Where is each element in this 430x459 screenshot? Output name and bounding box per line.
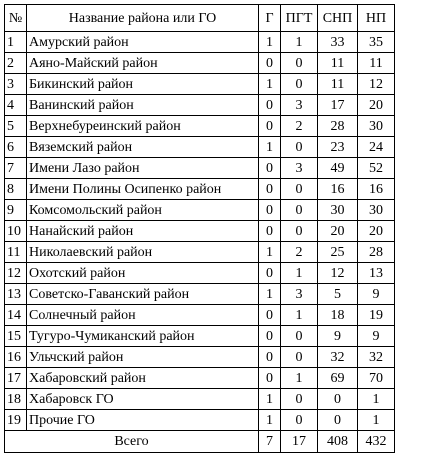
cell-district-name: Ульчский район xyxy=(27,347,259,368)
cell-number: 17 xyxy=(5,368,27,389)
cell-snp: 30 xyxy=(318,200,358,221)
header-row xyxy=(5,5,395,32)
total-pgt: 17 xyxy=(281,431,318,453)
cell-g: 0 xyxy=(259,347,281,368)
cell-np: 30 xyxy=(358,116,395,137)
cell-district-name: Нанайский район xyxy=(27,221,259,242)
header-name: Название района или ГО xyxy=(27,5,259,32)
total-snp: 408 xyxy=(318,431,358,453)
cell-number: 6 xyxy=(5,137,27,158)
cell-number: 16 xyxy=(5,347,27,368)
cell-number: 8 xyxy=(5,179,27,200)
cell-snp: 11 xyxy=(318,74,358,95)
cell-number: 10 xyxy=(5,221,27,242)
cell-snp: 18 xyxy=(318,305,358,326)
cell-g: 1 xyxy=(259,389,281,410)
cell-number: 5 xyxy=(5,116,27,137)
cell-snp: 16 xyxy=(318,179,358,200)
header-snp: СНП xyxy=(318,5,358,32)
districts-table xyxy=(4,4,395,453)
cell-g: 0 xyxy=(259,368,281,389)
cell-g: 0 xyxy=(259,116,281,137)
cell-g: 0 xyxy=(259,200,281,221)
cell-g: 1 xyxy=(259,284,281,305)
cell-pgt: 0 xyxy=(281,410,318,431)
cell-snp: 0 xyxy=(318,389,358,410)
cell-snp: 5 xyxy=(318,284,358,305)
cell-district-name: Имени Лазо район xyxy=(27,158,259,179)
cell-g: 0 xyxy=(259,179,281,200)
cell-snp: 17 xyxy=(318,95,358,116)
cell-pgt: 0 xyxy=(281,179,318,200)
cell-pgt: 2 xyxy=(281,242,318,263)
cell-np: 70 xyxy=(358,368,395,389)
cell-pgt: 0 xyxy=(281,389,318,410)
header-number: № xyxy=(5,5,27,32)
cell-g: 1 xyxy=(259,32,281,53)
cell-snp: 32 xyxy=(318,347,358,368)
cell-np: 32 xyxy=(358,347,395,368)
cell-np: 20 xyxy=(358,95,395,116)
cell-pgt: 1 xyxy=(281,305,318,326)
cell-g: 0 xyxy=(259,158,281,179)
table-row xyxy=(5,74,395,95)
table-row xyxy=(5,221,395,242)
table-row xyxy=(5,158,395,179)
cell-number: 4 xyxy=(5,95,27,116)
cell-pgt: 0 xyxy=(281,347,318,368)
cell-np: 52 xyxy=(358,158,395,179)
table-row xyxy=(5,305,395,326)
table-row xyxy=(5,326,395,347)
cell-pgt: 0 xyxy=(281,74,318,95)
cell-snp: 12 xyxy=(318,263,358,284)
cell-district-name: Амурский район xyxy=(27,32,259,53)
table-row xyxy=(5,347,395,368)
cell-pgt: 3 xyxy=(281,158,318,179)
cell-pgt: 0 xyxy=(281,137,318,158)
cell-number: 14 xyxy=(5,305,27,326)
cell-np: 1 xyxy=(358,389,395,410)
cell-g: 0 xyxy=(259,305,281,326)
header-np: НП xyxy=(358,5,395,32)
cell-np: 12 xyxy=(358,74,395,95)
cell-np: 13 xyxy=(358,263,395,284)
cell-district-name: Прочие ГО xyxy=(27,410,259,431)
cell-snp: 23 xyxy=(318,137,358,158)
cell-number: 15 xyxy=(5,326,27,347)
cell-snp: 9 xyxy=(318,326,358,347)
total-row xyxy=(5,431,395,453)
table-row xyxy=(5,53,395,74)
cell-pgt: 3 xyxy=(281,95,318,116)
cell-g: 0 xyxy=(259,95,281,116)
cell-number: 11 xyxy=(5,242,27,263)
table-row xyxy=(5,368,395,389)
cell-pgt: 0 xyxy=(281,53,318,74)
table-row xyxy=(5,32,395,53)
header-g: Г xyxy=(259,5,281,32)
cell-district-name: Советско-Гаванский район xyxy=(27,284,259,305)
cell-g: 1 xyxy=(259,242,281,263)
table-row xyxy=(5,389,395,410)
cell-g: 1 xyxy=(259,137,281,158)
cell-np: 9 xyxy=(358,284,395,305)
cell-snp: 69 xyxy=(318,368,358,389)
total-g: 7 xyxy=(259,431,281,453)
cell-g: 0 xyxy=(259,53,281,74)
table-row xyxy=(5,95,395,116)
cell-district-name: Николаевский район xyxy=(27,242,259,263)
total-np: 432 xyxy=(358,431,395,453)
cell-snp: 11 xyxy=(318,53,358,74)
cell-snp: 25 xyxy=(318,242,358,263)
cell-number: 1 xyxy=(5,32,27,53)
cell-np: 24 xyxy=(358,137,395,158)
cell-pgt: 1 xyxy=(281,32,318,53)
header-pgt: ПГТ xyxy=(281,5,318,32)
cell-pgt: 1 xyxy=(281,263,318,284)
cell-np: 19 xyxy=(358,305,395,326)
cell-g: 0 xyxy=(259,221,281,242)
table-row xyxy=(5,410,395,431)
cell-district-name: Имени Полины Осипенко район xyxy=(27,179,259,200)
cell-number: 7 xyxy=(5,158,27,179)
table-row xyxy=(5,263,395,284)
cell-district-name: Аяно-Майский район xyxy=(27,53,259,74)
cell-district-name: Хабаровск ГО xyxy=(27,389,259,410)
cell-np: 35 xyxy=(358,32,395,53)
table-row xyxy=(5,179,395,200)
cell-g: 1 xyxy=(259,410,281,431)
cell-number: 2 xyxy=(5,53,27,74)
cell-district-name: Вяземский район xyxy=(27,137,259,158)
table-row xyxy=(5,116,395,137)
cell-pgt: 3 xyxy=(281,284,318,305)
cell-snp: 28 xyxy=(318,116,358,137)
table-body xyxy=(5,32,395,431)
cell-district-name: Верхнебуреинский район xyxy=(27,116,259,137)
cell-district-name: Тугуро-Чумиканский район xyxy=(27,326,259,347)
cell-snp: 49 xyxy=(318,158,358,179)
cell-snp: 20 xyxy=(318,221,358,242)
cell-district-name: Охотский район xyxy=(27,263,259,284)
cell-pgt: 0 xyxy=(281,221,318,242)
cell-g: 0 xyxy=(259,326,281,347)
cell-pgt: 1 xyxy=(281,368,318,389)
cell-np: 28 xyxy=(358,242,395,263)
table-row xyxy=(5,200,395,221)
table-row xyxy=(5,242,395,263)
cell-number: 18 xyxy=(5,389,27,410)
cell-snp: 33 xyxy=(318,32,358,53)
cell-district-name: Солнечный район xyxy=(27,305,259,326)
cell-np: 20 xyxy=(358,221,395,242)
table-row xyxy=(5,137,395,158)
cell-pgt: 0 xyxy=(281,200,318,221)
cell-number: 19 xyxy=(5,410,27,431)
cell-pgt: 2 xyxy=(281,116,318,137)
cell-pgt: 0 xyxy=(281,326,318,347)
cell-district-name: Хабаровский район xyxy=(27,368,259,389)
cell-np: 16 xyxy=(358,179,395,200)
cell-number: 12 xyxy=(5,263,27,284)
cell-number: 9 xyxy=(5,200,27,221)
cell-snp: 0 xyxy=(318,410,358,431)
cell-np: 1 xyxy=(358,410,395,431)
total-label: Всего xyxy=(5,431,259,453)
cell-g: 0 xyxy=(259,263,281,284)
cell-district-name: Бикинский район xyxy=(27,74,259,95)
table-row xyxy=(5,284,395,305)
cell-np: 11 xyxy=(358,53,395,74)
cell-district-name: Комсомольский район xyxy=(27,200,259,221)
cell-g: 1 xyxy=(259,74,281,95)
cell-district-name: Ванинский район xyxy=(27,95,259,116)
cell-np: 30 xyxy=(358,200,395,221)
cell-number: 13 xyxy=(5,284,27,305)
cell-np: 9 xyxy=(358,326,395,347)
cell-number: 3 xyxy=(5,74,27,95)
